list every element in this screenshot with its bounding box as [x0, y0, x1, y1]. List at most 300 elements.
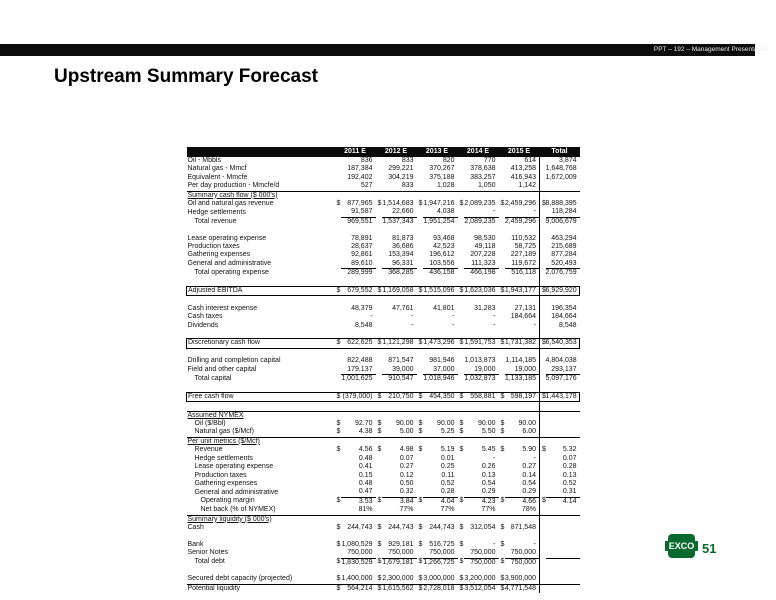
cell-value: 0.29	[481, 488, 496, 496]
table-row	[187, 549, 580, 558]
cell-value	[382, 330, 417, 339]
currency-sign: $	[459, 523, 464, 531]
currency-sign: $	[418, 523, 423, 531]
cell-value	[505, 402, 540, 411]
cell-value: 0.25	[440, 463, 455, 471]
currency-sign: $	[336, 558, 341, 566]
cell-value	[505, 348, 540, 357]
column-header: 2015 E	[499, 147, 540, 157]
table-row	[187, 541, 580, 549]
cell-value: 179,137	[347, 365, 373, 373]
currency-sign: $	[540, 339, 546, 348]
cell-value: -	[411, 321, 414, 329]
cell-value: 5.50	[481, 428, 496, 436]
page-number: 51	[702, 541, 717, 556]
cell-value: 6,540,353	[546, 339, 580, 348]
table-header-row	[187, 147, 580, 157]
cell-value: 877,284	[551, 251, 577, 259]
table-row	[187, 182, 580, 191]
cell-value: 929,181	[388, 540, 414, 548]
cell-value: 5.32	[562, 446, 577, 454]
cell-value: 463,294	[551, 234, 577, 242]
cell-value: 78%	[521, 506, 536, 514]
currency-sign: $	[336, 584, 341, 592]
table-row	[187, 235, 580, 243]
cell-value: 614	[524, 157, 536, 164]
spacer-row	[187, 567, 580, 575]
currency-sign: $	[336, 497, 341, 505]
spacer-row	[187, 532, 580, 540]
cell-value	[546, 558, 580, 567]
cell-value: 8,548	[354, 321, 373, 329]
currency-sign: $	[540, 287, 546, 296]
table-row	[187, 322, 580, 330]
row-label: Free cash flow	[187, 392, 335, 401]
cell-value: 822,488	[347, 357, 373, 365]
cell-value	[464, 567, 499, 575]
currency-sign: $	[418, 200, 423, 208]
currency-sign: $	[459, 558, 464, 566]
cell-value	[546, 182, 580, 191]
cell-value	[382, 437, 417, 446]
cell-value: 679,552	[341, 287, 376, 296]
cell-value: 1,142	[518, 182, 536, 190]
cell-value: 454,350	[423, 392, 458, 401]
table-row	[187, 217, 580, 226]
currency-sign: $	[459, 420, 464, 428]
cell-value: 0.52	[440, 479, 455, 487]
cell-value: 0.28	[562, 463, 577, 471]
row-label	[187, 532, 335, 540]
cell-value: 1,947,216	[423, 200, 455, 208]
exco-logo-icon	[665, 534, 698, 558]
cell-value: 19,000	[474, 365, 496, 373]
cell-value	[464, 330, 499, 339]
row-label: Oil - Mbbls	[187, 157, 221, 164]
cell-value	[341, 437, 376, 446]
row-label: Per unit metrics ($/Mcf)	[187, 437, 335, 446]
cell-value: 184,664	[551, 313, 577, 321]
cell-value	[382, 278, 417, 287]
cell-value: 0.11	[441, 471, 455, 479]
cell-value: 558,881	[464, 392, 499, 401]
row-label: Total capital	[194, 374, 232, 382]
currency-sign: $	[500, 584, 505, 592]
cell-value: 370,267	[429, 165, 455, 173]
cell-value: 4.98	[399, 446, 414, 454]
table-row	[187, 191, 580, 200]
cell-value	[382, 191, 417, 200]
cell-value: 750,000	[464, 558, 499, 567]
cell-value: 1,514,683	[382, 200, 414, 208]
currency-sign: $	[336, 392, 341, 400]
spacer-row	[187, 383, 580, 392]
cell-value: 981,946	[429, 357, 455, 365]
row-label: Production taxes	[194, 471, 247, 479]
cell-value: 1,400,000	[341, 575, 373, 583]
cell-value	[505, 515, 540, 524]
cell-value: 1,080,529	[341, 540, 373, 548]
cell-value: 5.90	[522, 446, 536, 454]
currency-sign: $	[500, 446, 505, 454]
table-row	[187, 584, 580, 593]
cell-value	[423, 278, 458, 287]
row-label: Adjusted EBITDA	[187, 287, 335, 296]
row-label: Total debt	[194, 558, 225, 566]
cell-value: 527	[360, 182, 373, 190]
cell-value	[505, 437, 540, 446]
currency-sign: $	[500, 575, 505, 583]
table-row	[187, 488, 580, 497]
cell-value: 0.54	[481, 479, 496, 487]
cell-value: 622,625	[341, 339, 376, 348]
currency-sign: $	[459, 575, 464, 583]
row-label: Drilling and completion capital	[187, 357, 281, 365]
cell-value	[546, 428, 580, 437]
logo-text: EXCO	[668, 541, 695, 551]
cell-value: 2,728,018	[423, 584, 458, 593]
cell-value	[423, 567, 458, 575]
table-row	[187, 174, 580, 182]
currency-sign: $	[336, 339, 341, 347]
cell-value	[464, 296, 499, 305]
cell-value: 210,750	[382, 392, 417, 401]
cell-value: 244,743	[429, 523, 455, 531]
cell-value	[464, 383, 499, 392]
cell-value: 0.48	[358, 454, 373, 462]
page-title: Upstream Summary Forecast	[54, 66, 318, 87]
cell-value: 1,114,185	[505, 357, 536, 365]
cell-value: -	[533, 208, 536, 216]
cell-value	[505, 191, 540, 200]
cell-value: 2,089,235	[464, 217, 499, 226]
cell-value: 969,551	[341, 217, 376, 226]
forecast-table	[186, 147, 580, 593]
cell-value: 81,873	[392, 234, 414, 242]
cell-value	[341, 278, 376, 287]
cell-value: 28,637	[351, 243, 373, 251]
cell-value: 750,000	[470, 549, 496, 557]
cell-value: 192,402	[347, 173, 373, 181]
table-row	[187, 463, 580, 471]
row-label: Summary cash flow ($ 000's)	[187, 191, 335, 200]
currency-sign: $	[418, 540, 423, 548]
cell-value: 3,512,054	[464, 584, 499, 593]
cell-value: 0.32	[399, 488, 414, 496]
cell-value: 49,118	[474, 243, 496, 251]
table-row	[187, 455, 580, 463]
table-row	[187, 575, 580, 584]
cell-value	[505, 278, 540, 287]
cell-value: 871,548	[510, 523, 536, 531]
row-label	[187, 296, 335, 305]
cell-value	[546, 437, 580, 446]
table-row	[187, 243, 580, 251]
cell-value: 293,137	[551, 365, 577, 373]
cell-value: 4.38	[358, 428, 373, 436]
row-label: Senior Notes	[187, 549, 228, 557]
currency-sign: $	[336, 540, 341, 548]
cell-value: 0.29	[522, 488, 536, 496]
cell-value: 6.00	[522, 428, 536, 436]
cell-value: 42,523	[433, 243, 455, 251]
cell-value	[464, 226, 499, 234]
cell-value: 77%	[481, 506, 496, 514]
row-label: Cash interest expense	[187, 304, 258, 312]
cell-value: 0.48	[358, 479, 373, 487]
cell-value	[423, 437, 458, 446]
cell-value: 516,118	[505, 269, 540, 278]
currency-sign: $	[418, 428, 423, 436]
currency-sign: $	[540, 497, 546, 506]
cell-value	[341, 330, 376, 339]
cell-value	[505, 383, 540, 392]
cell-value	[423, 191, 458, 200]
cell-value: 1,537,343	[382, 217, 417, 226]
row-label: Natural gas ($/Mcf)	[194, 428, 255, 436]
table-row	[187, 472, 580, 480]
currency-sign: $	[336, 420, 341, 428]
row-label	[187, 567, 335, 575]
cell-value	[382, 348, 417, 357]
cell-value	[423, 532, 458, 540]
cell-value	[546, 383, 580, 392]
currency-sign: $	[377, 339, 382, 347]
cell-value	[546, 506, 580, 515]
cell-value: -	[493, 454, 496, 462]
currency-sign: $	[500, 200, 505, 208]
cell-value: 0.52	[562, 479, 577, 487]
column-header: 2011 E	[335, 147, 376, 157]
cell-value	[423, 515, 458, 524]
cell-value: 48,379	[351, 304, 373, 312]
currency-sign: $	[418, 446, 423, 454]
cell-value: -	[533, 454, 536, 462]
cell-value: 184,664	[510, 313, 536, 321]
cell-value: 1,591,753	[464, 339, 499, 348]
cell-value: 89,610	[351, 259, 373, 267]
cell-value: 1,515,096	[423, 287, 458, 296]
cell-value	[464, 411, 499, 420]
cell-value: 81%	[358, 506, 373, 514]
cell-value: 564,214	[341, 584, 376, 593]
cell-value	[341, 411, 376, 420]
cell-value	[505, 330, 540, 339]
cell-value: 0.15	[358, 471, 373, 479]
row-label: Production taxes	[187, 243, 240, 251]
cell-value: 312,054	[470, 523, 496, 531]
cell-value: 750,000	[505, 558, 540, 567]
cell-value: -	[411, 313, 414, 321]
currency-sign: $	[336, 446, 341, 454]
cell-value: 375,188	[429, 173, 455, 181]
cell-value: 90.00	[436, 420, 455, 428]
cell-value: 877,965	[347, 200, 373, 208]
cell-value: 833	[401, 157, 414, 164]
cell-value: 5.00	[399, 428, 414, 436]
currency-sign: $	[418, 420, 423, 428]
cell-value: 215,689	[551, 243, 577, 251]
cell-value: 1,121,298	[382, 339, 417, 348]
cell-value: 1,830,529	[341, 558, 376, 567]
cell-value: 5.19	[440, 446, 455, 454]
cell-value	[546, 541, 580, 549]
cell-value: 4.23	[464, 497, 499, 506]
cell-value: 92,861	[351, 251, 373, 259]
cell-value: -	[493, 321, 496, 329]
cell-value: 90.00	[518, 420, 536, 428]
cell-value	[464, 532, 499, 540]
currency-sign: $	[459, 446, 464, 454]
row-label: Secured debt capacity (projected)	[187, 575, 293, 583]
currency-sign: $	[500, 428, 505, 436]
cell-value	[546, 348, 580, 357]
cell-value: 289,999	[341, 269, 376, 278]
cell-value: 37,000	[433, 365, 455, 373]
cell-value: 0.28	[440, 488, 455, 496]
cell-value: 2,300,000	[382, 575, 414, 583]
cell-value: 1,001,625	[341, 375, 376, 384]
cell-value: -	[493, 540, 496, 548]
row-label: Equivalent - Mmcfe	[187, 173, 248, 181]
cell-value	[505, 296, 540, 305]
cell-value: 1,032,873	[464, 375, 499, 384]
row-label: Per day production - Mmcfe/d	[187, 182, 280, 190]
table-row	[187, 287, 580, 296]
cell-value: 836	[360, 157, 373, 164]
cell-value: 436,158	[423, 269, 458, 278]
table-row	[187, 480, 580, 488]
cell-value: 227,189	[510, 251, 536, 259]
cell-value	[546, 191, 580, 200]
cell-value: 1,731,382	[505, 339, 540, 348]
row-label: Total revenue	[194, 217, 237, 225]
cell-value: 8,548	[558, 321, 577, 329]
cell-value: 1,943,177	[505, 287, 540, 296]
cell-value	[341, 515, 376, 524]
table-row	[187, 428, 580, 437]
cell-value	[464, 278, 499, 287]
currency-sign: $	[459, 287, 464, 295]
row-label: Cash	[187, 523, 204, 531]
cell-value: 1,266,725	[423, 558, 458, 567]
currency-sign: $	[377, 287, 382, 295]
currency-sign: $	[418, 584, 423, 592]
cell-value: 466,198	[464, 269, 499, 278]
row-label: General and administrative	[187, 260, 272, 268]
cell-value	[341, 191, 376, 200]
cell-value: 750,000	[429, 549, 455, 557]
cell-value: (379,000)	[341, 392, 376, 401]
cell-value: 383,257	[470, 173, 496, 181]
cell-value: 750,000	[388, 549, 414, 557]
row-label	[187, 226, 335, 234]
cell-value	[382, 226, 417, 234]
cell-value: 91,587	[351, 208, 373, 216]
row-label: Potential liquidity	[187, 584, 335, 593]
cell-value: -	[493, 313, 496, 321]
cell-value: 750,000	[510, 549, 536, 557]
table-row	[187, 392, 580, 401]
cell-value	[464, 402, 499, 411]
cell-value: 416,943	[510, 173, 536, 181]
cell-value: 1,615,562	[382, 584, 417, 593]
cell-value: 299,221	[388, 165, 414, 173]
currency-sign: $	[459, 584, 464, 592]
currency-sign: $	[418, 339, 423, 347]
cell-value	[546, 226, 580, 234]
currency-sign: $	[336, 575, 341, 583]
cell-value	[341, 532, 376, 540]
currency-sign: $	[377, 540, 382, 548]
cell-value: 0.07	[399, 454, 414, 462]
cell-value: 4.04	[423, 497, 458, 506]
cell-value: 3,900,000	[504, 575, 536, 583]
currency-sign: $	[336, 200, 341, 208]
cell-value: 520,493	[551, 259, 577, 267]
cell-value	[505, 226, 540, 234]
cell-value: 119,672	[511, 259, 536, 267]
cell-value: 47,761	[392, 304, 414, 312]
cell-value: 78,891	[351, 234, 373, 242]
cell-value: 1,169,058	[382, 287, 417, 296]
cell-value: 2,089,235	[464, 200, 496, 208]
cell-value: 2,076,759	[546, 269, 580, 278]
cell-value	[423, 348, 458, 357]
currency-sign: $	[418, 497, 423, 505]
cell-value: 1,473,296	[423, 339, 458, 348]
header-blank-cell	[187, 147, 335, 157]
table-row	[187, 524, 580, 532]
row-label: Operating margin	[200, 497, 255, 505]
cell-value: 871,547	[388, 357, 414, 365]
cell-value: -	[533, 540, 536, 548]
cell-value	[546, 411, 580, 420]
cell-value: 58,725	[514, 243, 536, 251]
cell-value	[341, 383, 376, 392]
cell-value	[423, 402, 458, 411]
cell-value: 413,258	[510, 165, 536, 173]
cell-value: 27,131	[514, 304, 536, 312]
currency-sign: $	[377, 558, 382, 566]
currency-sign: $	[418, 392, 423, 400]
currency-sign: $	[500, 420, 505, 428]
currency-sign: $	[377, 392, 382, 400]
currency-sign: $	[540, 200, 546, 208]
cell-value: 93,468	[433, 234, 455, 242]
cell-value	[546, 575, 580, 584]
cell-value: 3.53	[341, 497, 376, 506]
cell-value: 22,660	[392, 208, 414, 216]
currency-sign: $	[500, 540, 505, 548]
cell-value: 98,530	[474, 234, 496, 242]
cell-value: -	[452, 313, 455, 321]
table-row	[187, 200, 580, 208]
row-label: Discretionary cash flow	[187, 339, 335, 348]
table-row	[187, 506, 580, 515]
cell-value: 0.54	[522, 479, 536, 487]
cell-value: 0.07	[562, 454, 577, 462]
currency-sign: $	[459, 428, 464, 436]
cell-value: 1,648,768	[545, 165, 577, 173]
row-label: Lease operating expense	[187, 234, 267, 242]
table-row	[187, 305, 580, 313]
table-row	[187, 157, 580, 165]
cell-value: -	[493, 208, 496, 216]
table-row	[187, 251, 580, 259]
table-row	[187, 357, 580, 365]
cell-value: 41,801	[433, 304, 455, 312]
